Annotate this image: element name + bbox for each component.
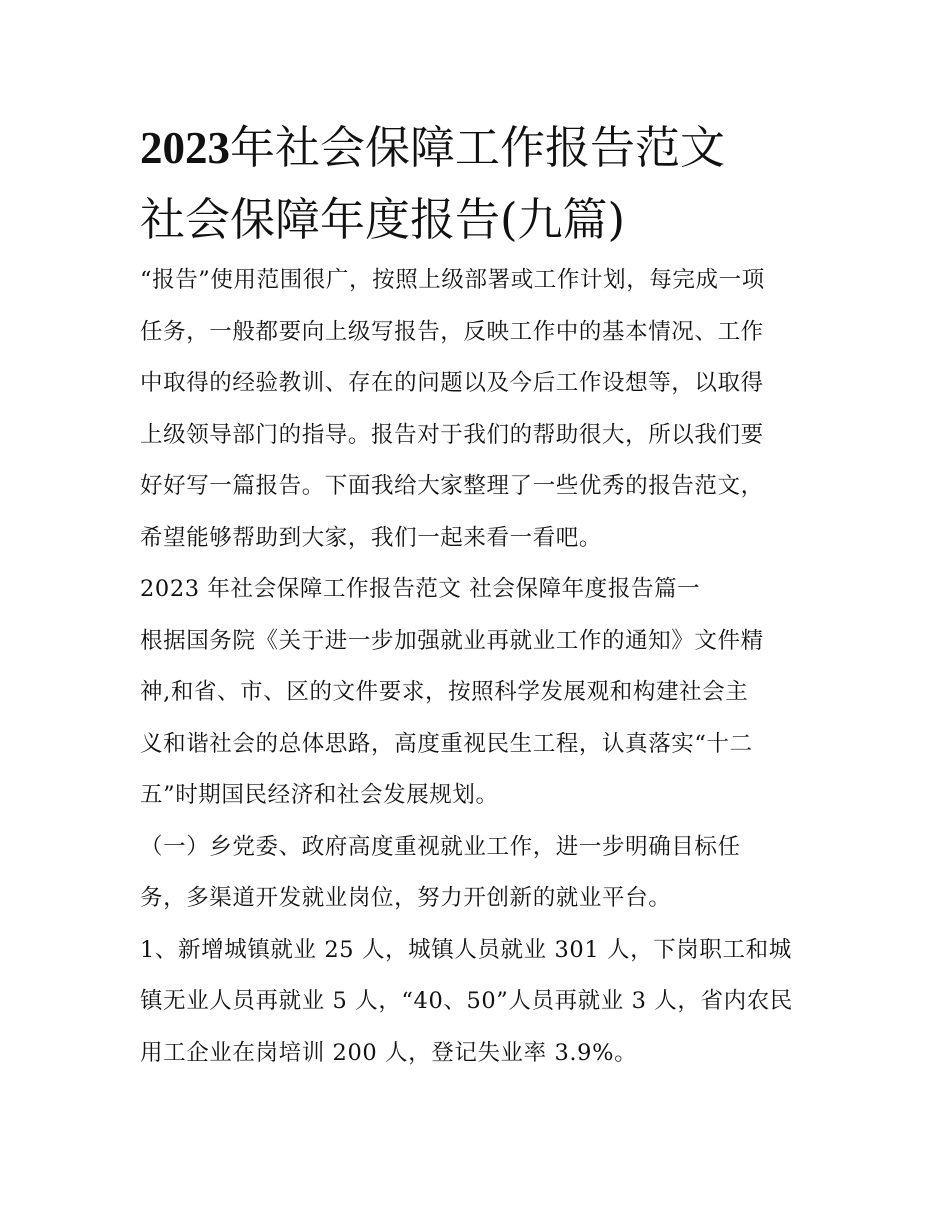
text-line: 2023 年社会保障工作报告范文 社会保障年度报告篇一 xyxy=(140,576,701,602)
text-line: 中取得的经验教训、存在的问题以及今后工作设想等，以取得 xyxy=(140,370,764,396)
title-line-1 xyxy=(140,112,812,184)
section-heading xyxy=(140,564,812,616)
text-line: 镇无业人员再就业 5 人，“40、50”人员再就业 3 人，省内农民 xyxy=(140,988,793,1014)
text-line: 务，多渠道开发就业岗位，努力开创新的就业平台。 xyxy=(140,885,672,911)
text-line: 用工企业在岗培训 200 人，登记失业率 3.9%。 xyxy=(140,1039,638,1066)
body-paragraph xyxy=(140,822,812,925)
text-line: 希望能够帮助到大家，我们一起来看一看吧。 xyxy=(140,524,603,551)
text-line: 上级领导部门的指导。报告对于我们的帮助很大，所以我们要 xyxy=(140,421,764,448)
document-body xyxy=(140,255,812,1079)
title-line-1-text: 年社会保障工作报告范文 xyxy=(230,121,726,174)
text-line: 义和谐社会的总体思路，高度重视民生工程，认真落实“十二 xyxy=(140,730,753,757)
title-year: 2023 xyxy=(140,123,230,173)
body-paragraph xyxy=(140,925,812,1080)
text-line: 五”时期国民经济和社会发展规划。 xyxy=(140,782,499,808)
text-line: 神,和省、市、区的文件要求，按照科学发展观和构建社会主 xyxy=(140,679,749,705)
body-paragraph xyxy=(140,616,812,822)
text-line: 好好写一篇报告。下面我给大家整理了一些优秀的报告范文， xyxy=(140,473,764,499)
text-line: 任务，一般都要向上级写报告，反映工作中的基本情况、工作 xyxy=(140,318,764,345)
text-line: 1、新增城镇就业 25 人，城镇人员就业 301 人，下岗职工和城 xyxy=(140,936,792,963)
title-line-2: 社会保障年度报告(九篇) xyxy=(140,193,626,246)
text-line: （一）乡党委、政府高度重视就业工作，进一步明确目标任 xyxy=(140,833,741,860)
text-line: 根据国务院《关于进一步加强就业再就业工作的通知》文件精 xyxy=(140,627,764,654)
text-line: “报告”使用范围很广，按照上级部署或工作计划，每完成一项 xyxy=(140,267,765,293)
document-title xyxy=(140,112,812,255)
intro-paragraph xyxy=(140,255,812,564)
document-page xyxy=(140,112,812,1079)
